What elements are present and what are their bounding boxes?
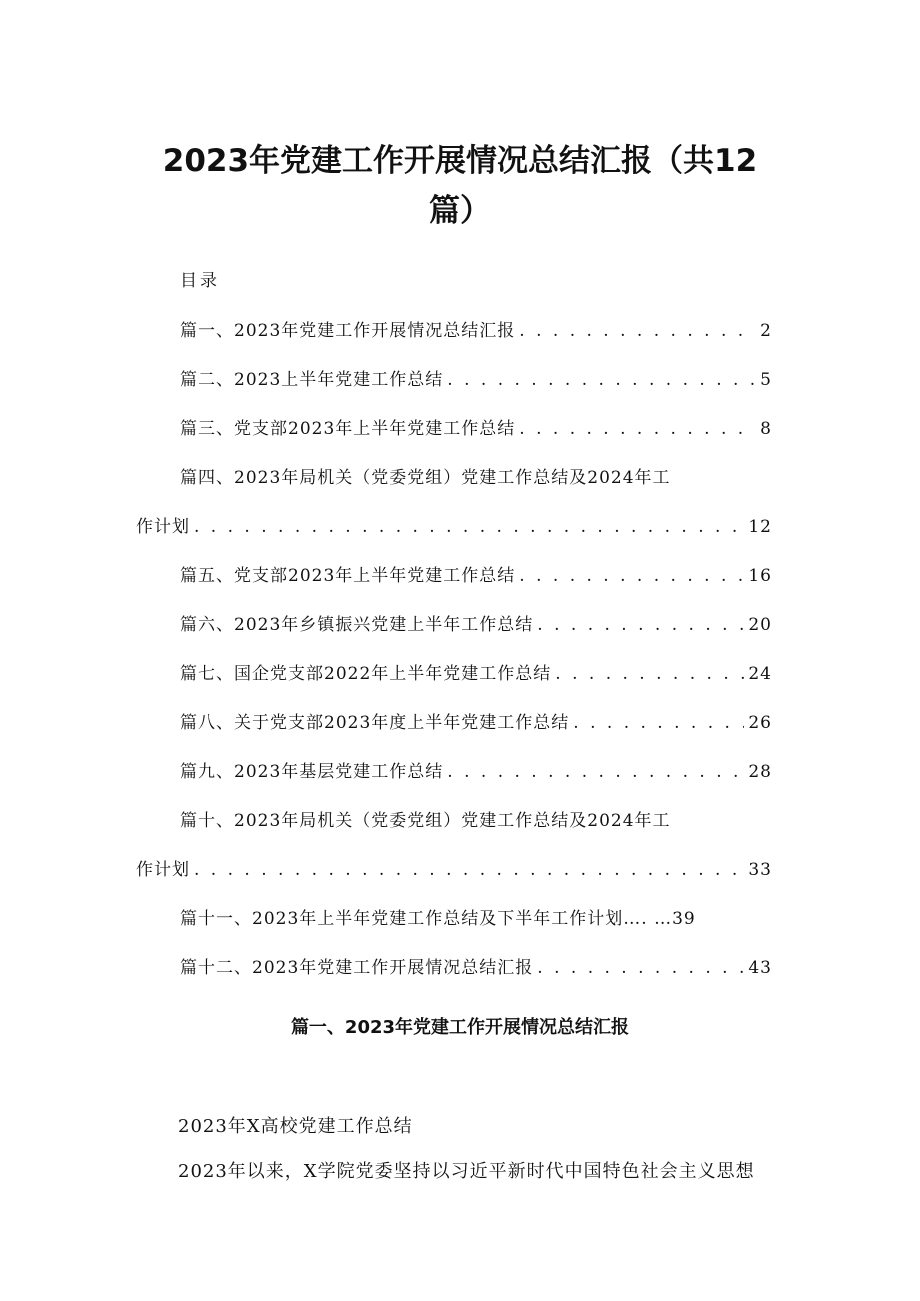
toc-leader-dots [537, 955, 744, 981]
toc-entry-label: 篇五、党支部2023年上半年党建工作总结 [180, 566, 516, 586]
document-title-line1: 2023年党建工作开展情况总结汇报（共12 [162, 143, 758, 179]
body-paragraph-line: 2023年以来，X学院党委坚持以习近平新时代中国特色社会主义思想 [178, 1161, 755, 1182]
toc-entry-4-line1[interactable]: 篇四、2023年局机关（党委党组）党建工作总结及2024年工 [180, 468, 671, 488]
toc-entry-label: 作计划 [136, 860, 190, 880]
toc-entry-10-line1[interactable]: 篇十、2023年局机关（党委党组）党建工作总结及2024年工 [180, 811, 671, 831]
toc-entry-6[interactable] [180, 612, 772, 638]
toc-entry-page: 24 [748, 664, 772, 684]
toc-entry-page: 28 [748, 762, 772, 782]
toc-leader-dots [519, 563, 744, 589]
toc-entry-11[interactable] [180, 906, 772, 932]
toc-leader-dots [537, 612, 744, 638]
toc-entry-2[interactable] [180, 367, 772, 393]
toc-leader-dots [555, 661, 744, 687]
toc-entry-3[interactable] [180, 416, 772, 442]
toc-heading: 目录 [180, 271, 220, 291]
toc-leader-dots [447, 367, 756, 393]
toc-entry-label: 作计划 [136, 517, 190, 537]
toc-entry-8[interactable] [180, 710, 772, 736]
body-subtitle: 2023年X高校党建工作总结 [178, 1116, 413, 1137]
toc-entry-1[interactable] [180, 318, 772, 344]
toc-entry-10-line2[interactable] [136, 857, 772, 883]
toc-entry-label: 篇九、2023年基层党建工作总结 [180, 762, 444, 782]
toc-entry-label: 篇六、2023年乡镇振兴党建上半年工作总结 [180, 615, 534, 635]
toc-entry-page: 39 [672, 909, 696, 929]
toc-entry-9[interactable] [180, 759, 772, 785]
toc-entry-label: 篇八、关于党支部2023年度上半年党建工作总结 [180, 713, 570, 733]
section-heading: 篇一、2023年党建工作开展情况总结汇报 [290, 1017, 630, 1038]
toc-entry-page: 26 [748, 713, 772, 733]
toc-entry-page: 8 [760, 419, 772, 439]
toc-leader-dots [519, 416, 756, 442]
toc-entry-7[interactable] [180, 661, 772, 687]
toc-entry-page: 5 [760, 370, 772, 390]
toc-entry-page: 2 [760, 321, 772, 341]
toc-entry-page: 43 [748, 958, 772, 978]
toc-entry-label: 篇二、2023上半年党建工作总结 [180, 370, 444, 390]
toc-entry-5[interactable] [180, 563, 772, 589]
toc-leader-dots [519, 318, 756, 344]
toc-entry-12[interactable] [180, 955, 772, 981]
toc-leader-dots [447, 759, 744, 785]
toc-leader-dots [194, 857, 744, 883]
toc-entry-page: 20 [748, 615, 772, 635]
toc-entry-page: 12 [748, 517, 772, 537]
toc-entry-4-line2[interactable] [136, 514, 772, 540]
toc-entry-label: 篇十二、2023年党建工作开展情况总结汇报 [180, 958, 534, 978]
toc-entry-label: 篇一、2023年党建工作开展情况总结汇报 [180, 321, 516, 341]
toc-entry-label: 篇七、国企党支部2022年上半年党建工作总结 [180, 664, 552, 684]
document-title-line2: 篇） [429, 193, 491, 229]
toc-entry-label: 篇三、党支部2023年上半年党建工作总结 [180, 419, 516, 439]
toc-entry-page: 33 [748, 860, 772, 880]
toc-leader-dots [573, 710, 744, 736]
toc-entry-label: 篇十一、2023年上半年党建工作总结及下半年工作计划…. … [180, 909, 673, 929]
toc-entry-page: 16 [748, 566, 772, 586]
toc-leader-dots [194, 514, 744, 540]
